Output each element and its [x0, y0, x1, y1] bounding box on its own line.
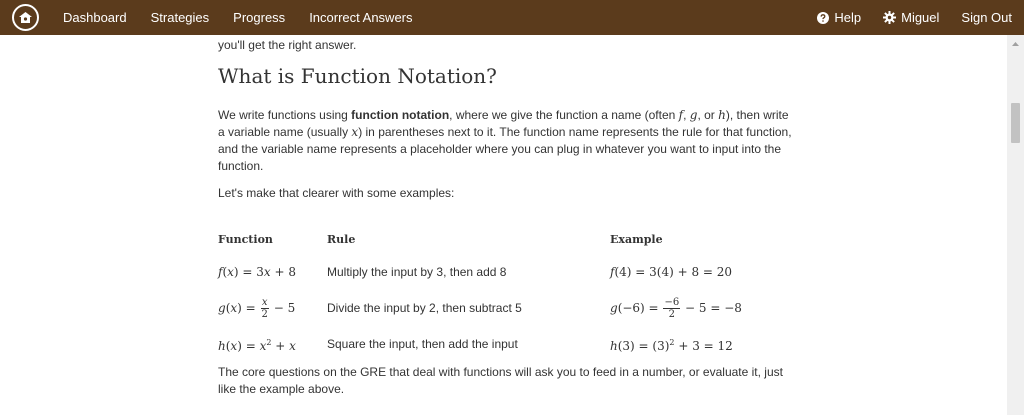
question-circle-icon — [817, 12, 829, 24]
examples-intro: Let's make that clearer with some examples: — [218, 186, 455, 200]
nav-incorrect-answers[interactable]: Incorrect Answers — [309, 10, 413, 25]
nav-strategies[interactable]: Strategies — [150, 10, 210, 25]
nav-dashboard[interactable]: Dashboard — [63, 10, 127, 25]
para-text: ), then write a variable name (usually — [218, 108, 789, 139]
home-logo-icon[interactable] — [12, 4, 39, 31]
primary-nav — [63, 0, 437, 35]
table-row — [218, 250, 770, 294]
example-cell: g(−6) = $\frac{-6}{2}$ − 5 = −8 — [610, 296, 742, 320]
para-text: , where we give the function a name (often — [449, 108, 679, 122]
intro-paragraph: We write functions using function notation, where we give the function a name (often f, g, or h), then write a variable name (usually x) in parentheses next to it. The function name represents the rule for that function, and the variable name represents a placeholder where you can plug in whatever you want to input into the function. — [218, 108, 792, 173]
math-f: f — [678, 108, 684, 122]
example-cell: f(4) = 3(4) + 8 = 20 — [610, 264, 733, 279]
math-x: x — [351, 125, 359, 139]
section-heading: What is Function Notation? — [218, 64, 497, 88]
function-cell: g(x) = $\frac{x}{2}$ − 5 — [218, 296, 296, 320]
header-rule: Rule — [327, 232, 356, 246]
rule-cell: Multiply the input by 3, then add 8 — [327, 264, 507, 279]
closing-paragraph: The core questions on the GRE that deal with functions will ask you to feed in a number, or evaluate it, just like the example above. — [218, 365, 783, 396]
sign-out-link[interactable]: Sign Out — [961, 10, 1012, 25]
para-text: We write functions using — [218, 108, 352, 122]
math-g: g — [689, 108, 698, 122]
rule-cell: Square the input, then add the input — [327, 336, 518, 351]
rule-cell: Divide the input by 2, then subtract 5 — [327, 300, 522, 315]
vertical-scrollbar[interactable] — [1007, 35, 1024, 415]
account-nav — [795, 0, 1012, 35]
para-text: or — [704, 108, 715, 122]
header-function: Function — [218, 232, 273, 246]
function-cell: f(x) = 3x + 8 — [218, 264, 297, 279]
user-menu[interactable] — [883, 10, 939, 25]
table-header-row — [218, 228, 770, 250]
bold-term: function notation — [351, 108, 450, 122]
function-examples-table — [218, 228, 770, 366]
header-example: Example — [610, 232, 663, 246]
help-label: Help — [834, 10, 862, 25]
math-h: h — [718, 108, 726, 122]
gear-icon — [883, 11, 896, 24]
example-cell: $h(3) = (3)^2 + 3 = 12$ — [610, 337, 733, 353]
previous-paragraph-tail: you'll get the right answer. — [218, 38, 357, 52]
para-text: ) in parentheses next to it. The function name represents the rule for that function, and the variable name represents a placeholder where you can plug in whatever you want to input into the function. — [218, 125, 792, 173]
table-row — [218, 294, 770, 322]
function-cell: $h(x) = x^2 + x$ — [218, 337, 296, 353]
top-navbar — [0, 0, 1024, 35]
scrollbar-thumb[interactable] — [1011, 103, 1020, 143]
table-row — [218, 322, 770, 366]
user-name: Miguel — [901, 10, 940, 25]
scroll-up-arrow-icon[interactable] — [1007, 35, 1024, 52]
help-link[interactable] — [817, 10, 861, 25]
nav-progress[interactable]: Progress — [233, 10, 286, 25]
